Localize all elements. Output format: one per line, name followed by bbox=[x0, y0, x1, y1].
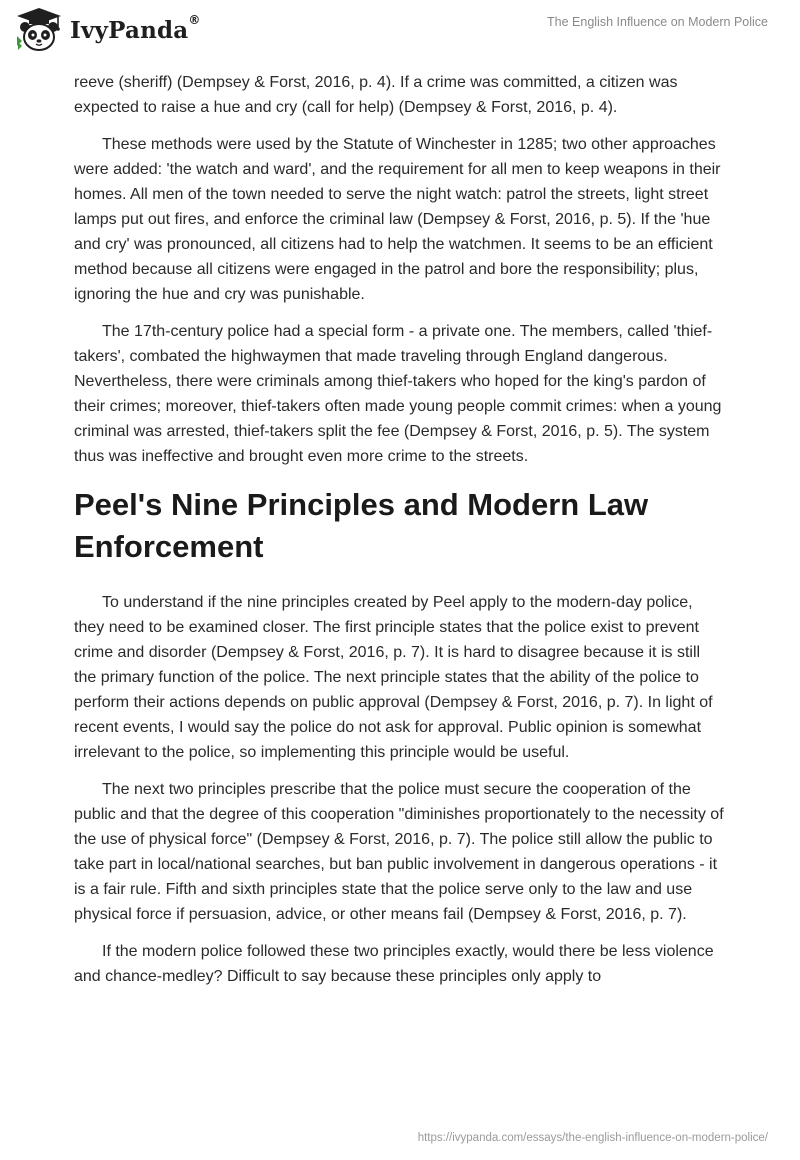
paragraph: To understand if the nine principles created by Peel apply to the modern-day police, they need to be examined closer. The first principle states that the police exist to prevent crime and disorder (Dempsey & Forst, 2016, p. 7). It is hard to disagree because it is still the primary function of the police. The next principle states that the ability of the police to perform their actions depends on public approval (Dempsey & Forst, 2016, p. 7). In light of recent events, I would say the police do not ask for approval. Public opinion is somewhat irrelevant to the police, so implementing this principle would be useful. bbox=[74, 594, 713, 761]
paragraph: The next two principles prescribe that the police must secure the cooperation of the public and that the degree of this cooperation "diminishes proportionately to the necessity of the use of physical force" (Dempsey & Forst, 2016, p. 7). The police still allow the public to take part in local/national searches, but ban public involvement in dangerous operations - it is a fair rule. Fifth and sixth principles state that the police serve only to the law and use physical force if persuasion, advice, or other means fail (Dempsey & Forst, 2016, p. 7). bbox=[74, 781, 724, 923]
paragraph: reeve (sheriff) (Dempsey & Forst, 2016, p. 4). If a crime was committed, a citizen was expected to raise a hue and cry (call for help) (Dempsey & Forst, 2016, p. 4). bbox=[74, 74, 678, 116]
paragraph: These methods were used by the Statute of Winchester in 1285; two other approaches were added: 'the watch and ward', and the requirement for all men to keep weapons in their homes. All men of the town needed to serve the night watch: patrol the streets, light street lamps put out fires, and enforce the criminal law (Dempsey & Forst, 2016, p. 5). If the 'hue and cry' was pronounced, all citizens had to help the watchmen. It seems to be an efficient method because all citizens were engaged in the patrol and bore the responsibility; plus, ignoring the hue and cry was punishable. bbox=[74, 136, 721, 303]
panda-graduate-icon bbox=[14, 6, 64, 54]
document-title: The English Influence on Modern Police bbox=[547, 15, 768, 29]
brand-name: IvyPanda® bbox=[70, 12, 201, 44]
source-url-link[interactable]: https://ivypanda.com/essays/the-english-influence-on-modern-police/ bbox=[417, 1132, 768, 1144]
section-heading: Peel's Nine Principles and Modern Law Enforcement bbox=[74, 487, 649, 564]
paragraph: The 17th-century police had a special form - a private one. The members, called 'thief-takers', combated the highwaymen that made traveling through England dangerous. Nevertheless, there were criminals among thief-takers who hoped for the king's pardon of their crimes; moreover, thief-takers often made young people commit crimes: when a young criminal was arrested, thief-takers split the fee (Dempsey & Forst, 2016, p. 5). The system thus was ineffective and brought even more crime to the streets. bbox=[74, 323, 722, 465]
paragraph: If the modern police followed these two principles exactly, would there be less violence and chance-medley? Difficult to say because these principles only apply to bbox=[74, 943, 714, 985]
essay-content bbox=[74, 70, 726, 1001]
brand-logo[interactable] bbox=[14, 6, 201, 54]
page-header bbox=[0, 0, 800, 60]
registered-mark: ® bbox=[188, 12, 201, 27]
